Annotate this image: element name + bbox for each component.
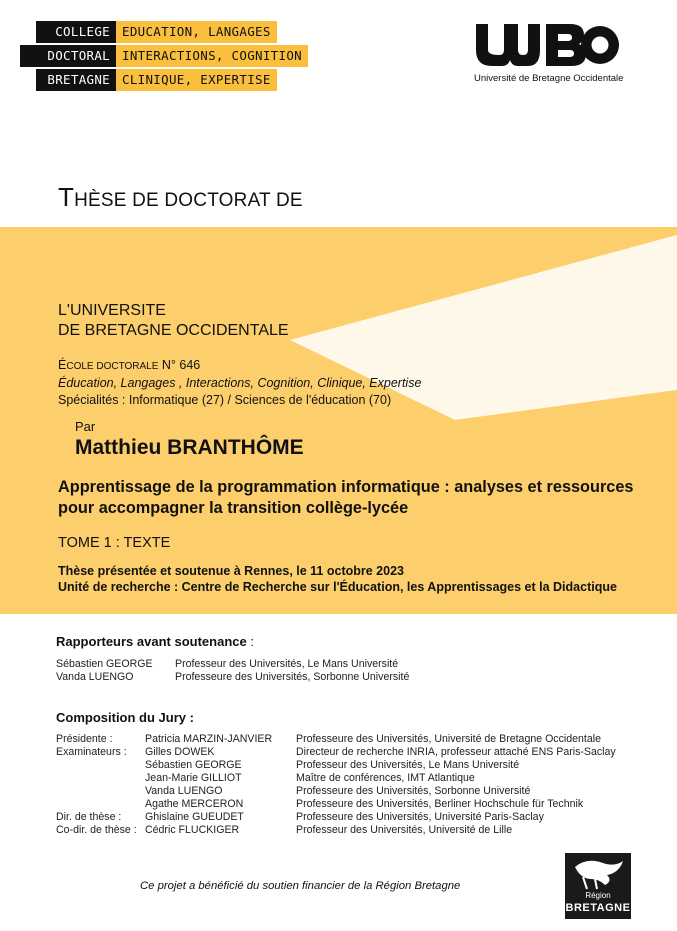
college-logo-row-1 (36, 21, 277, 43)
jury-member-name: Vanda LUENGO (145, 785, 223, 797)
college-logo-yellow-label: CLINIQUE, EXPERTISE (116, 69, 277, 91)
jury-member-name: Ghislaine GUEUDET (145, 811, 244, 823)
author-name: Matthieu BRANTHÔME (75, 436, 304, 459)
thesis-title: Apprentissage de la programmation informatique : analyses et ressources pour accompagner la transition collège-lycée (58, 478, 634, 517)
document-type-heading (58, 182, 303, 213)
university-line-2: DE BRETAGNE OCCIDENTALE (58, 322, 289, 339)
rapporteurs-heading: Rapporteurs avant soutenance : (56, 634, 254, 649)
college-logo-row-3 (36, 69, 277, 91)
rapporteur-title: Professeur des Universités, Le Mans Université (175, 658, 399, 670)
heading-rest: HÈSE DE DOCTORAT DE (74, 190, 303, 211)
college-logo-black-label: COLLEGE (36, 21, 116, 43)
defense-info (58, 563, 617, 595)
doctoral-school-domain: Éducation, Langages , Interactions, Cognition, Clinique, Expertise (58, 376, 422, 390)
jury-member-title: Professeur des Universités, Le Mans Université (296, 759, 520, 771)
jury-heading: Composition du Jury : (56, 710, 194, 725)
funding-note: Ce projet a bénéficié du soutien financier de la Région Bretagne (140, 880, 461, 892)
defense-date: Thèse présentée et soutenue à Rennes, le 11 octobre 2023 (58, 564, 404, 578)
doctoral-school-label: COLE DOCTORALE (66, 361, 159, 372)
college-logo-yellow-label: EDUCATION, LANGAGES (116, 21, 277, 43)
heading-initial: T (58, 182, 75, 212)
doctoral-school-initial: É (58, 358, 67, 372)
specialites: Spécialités : Informatique (27) / Sciences de l'éducation (70) (58, 393, 392, 407)
jury-member-title: Professeure des Universités, Sorbonne Université (296, 785, 531, 797)
university-line-1: L'UNIVERSITE (58, 302, 166, 319)
doctoral-school-block (58, 357, 421, 409)
jury-member-title: Directeur de recherche INRIA, professeur attaché ENS Paris-Saclay (296, 746, 616, 758)
college-logo-row-2 (20, 45, 308, 67)
jury-member-title: Professeure des Universités, Université de Bretagne Occidentale (296, 733, 602, 745)
rapporteur-name: Vanda LUENGO (56, 671, 134, 683)
region-label-big: BRETAGNE (565, 902, 631, 914)
rapporteur-title: Professeure des Universités, Sorbonne Université (175, 671, 410, 683)
jury-member-title: Maître de conférences, IMT Atlantique (296, 772, 475, 784)
jury-role: Dir. de thèse : (56, 811, 122, 823)
jury-member-title: Professeur des Universités, Université de Lille (296, 824, 513, 836)
jury-role: Examinateurs : (56, 746, 127, 758)
region-bretagne-logo (565, 853, 631, 919)
jury-member-name: Gilles DOWEK (145, 746, 215, 758)
jury-role: Présidente : (56, 733, 113, 745)
ubo-subtitle: Université de Bretagne Occidentale (474, 73, 624, 84)
university-name (58, 301, 289, 341)
region-label-small: Région (585, 891, 611, 900)
rapporteur-name: Sébastien GEORGE (56, 658, 153, 670)
jury-member-name: Cédric FLUCKIGER (145, 824, 240, 836)
college-logo-black-label: DOCTORAL (20, 45, 116, 67)
jury-member-name: Sébastien GEORGE (145, 759, 242, 771)
ermine-bird-icon (565, 853, 631, 893)
jury-member-name: Patricia MARZIN-JANVIER (145, 733, 273, 745)
research-unit: Unité de recherche : Centre de Recherche sur l'Éducation, les Apprentissages et la Didactique (58, 580, 617, 594)
jury-member-name: Agathe MERCERON (145, 798, 244, 810)
tome-label: TOME 1 : TEXTE (58, 535, 171, 551)
college-logo-yellow-label: INTERACTIONS, COGNITION (116, 45, 308, 67)
jury-member-title: Professeure des Universités, Université Paris-Saclay (296, 811, 544, 823)
doctoral-school-number: N° 646 (161, 358, 201, 372)
doctoral-school-line (58, 357, 421, 375)
jury-role: Co-dir. de thèse : (56, 824, 137, 836)
jury-member-title: Professeure des Universités, Berliner Hochschule für Technik (296, 798, 584, 810)
college-logo-black-label: BRETAGNE (36, 69, 116, 91)
jury-member-name: Jean-Marie GILLIOT (145, 772, 242, 784)
by-label: Par (75, 419, 96, 434)
